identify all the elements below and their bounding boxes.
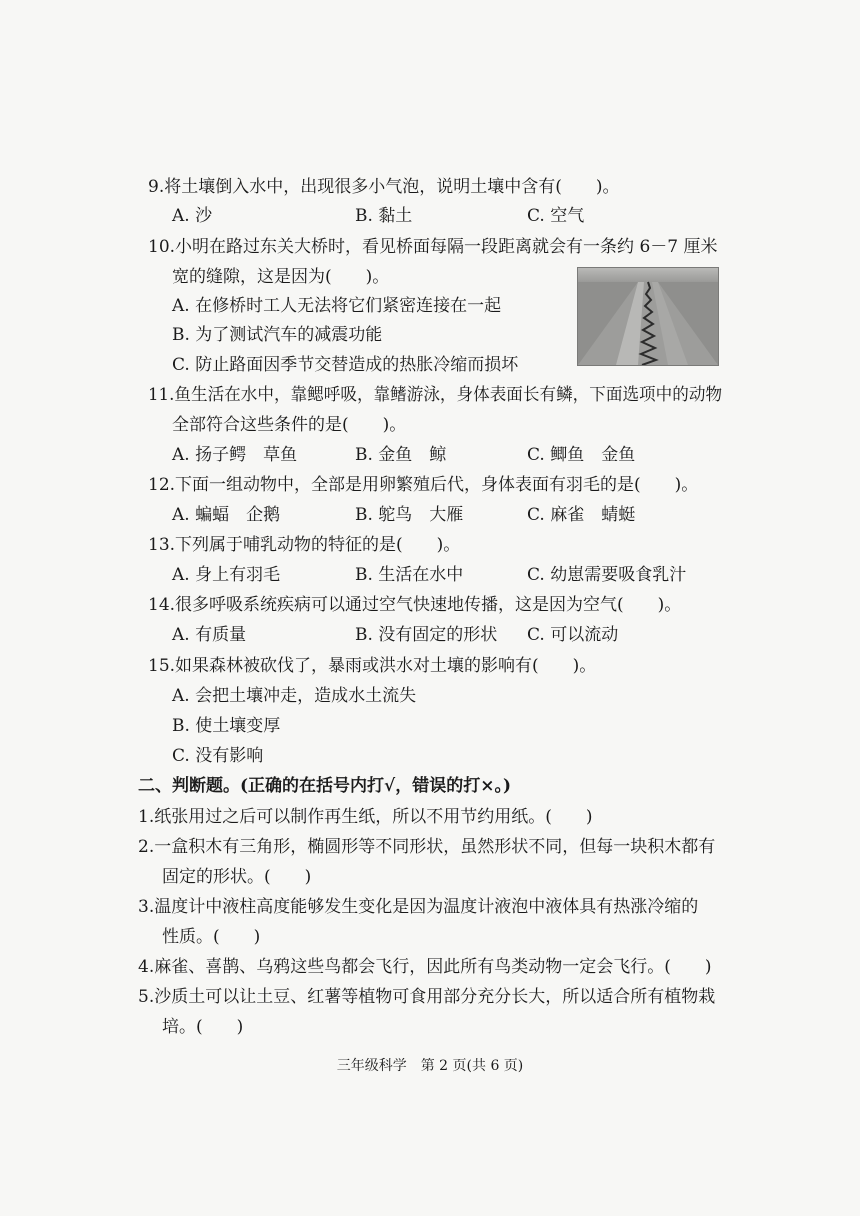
judge-item-3-line2: 性质。( )	[162, 927, 261, 947]
question-10-option-c: C. 防止路面因季节交替造成的热胀冷缩而损坏	[172, 355, 519, 375]
question-13-option-b: B. 生活在水中	[355, 565, 464, 585]
question-13-option-c: C. 幼崽需要吸食乳汁	[527, 565, 687, 585]
question-10-stem-line1: 10.小明在路过东关大桥时，看见桥面每隔一段距离就会有一条约 6－7 厘米	[148, 237, 718, 257]
question-14-option-a: A. 有质量	[172, 625, 247, 645]
question-15-option-a: A. 会把土壤冲走，造成水土流失	[172, 686, 417, 706]
question-9-option-b: B. 黏土	[355, 206, 413, 226]
judge-item-4: 4.麻雀、喜鹊、乌鸦这些鸟都会飞行，因此所有鸟类动物一定会飞行。( )	[138, 957, 712, 977]
question-15-stem: 15.如果森林被砍伐了，暴雨或洪水对土壤的影响有( )。	[148, 656, 597, 676]
question-10-stem-line2: 宽的缝隙，这是因为( )。	[172, 267, 390, 287]
section-2-title: 二、判断题。(正确的在括号内打√，错误的打×。)	[138, 776, 512, 796]
question-12-option-c: C. 麻雀 蜻蜓	[527, 505, 636, 525]
question-11-stem-line1: 11.鱼生活在水中，靠鳃呼吸，靠鳍游泳，身体表面长有鳞，下面选项中的动物	[148, 385, 723, 405]
judge-item-5-line1: 5.沙质土可以让土豆、红薯等植物可食用部分充分长大，所以适合所有植物栽	[138, 987, 716, 1007]
question-12-option-b: B. 鸵鸟 大雁	[355, 505, 464, 525]
judge-item-1: 1.纸张用过之后可以制作再生纸，所以不用节约用纸。( )	[138, 807, 593, 827]
question-11-option-b: B. 金鱼 鲸	[355, 445, 447, 465]
question-9-option-c: C. 空气	[527, 206, 585, 226]
question-15-option-c: C. 没有影响	[172, 746, 264, 766]
question-10-option-b: B. 为了测试汽车的减震功能	[172, 325, 383, 345]
question-13-stem: 13.下列属于哺乳动物的特征的是( )。	[148, 535, 461, 555]
question-9-option-a: A. 沙	[172, 206, 213, 226]
question-14-option-b: B. 没有固定的形状	[355, 625, 498, 645]
judge-item-3-line1: 3.温度计中液柱高度能够发生变化是因为温度计液泡中液体具有热涨冷缩的	[138, 897, 699, 917]
bridge-joint-illustration	[578, 268, 718, 365]
question-13-option-a: A. 身上有羽毛	[172, 565, 281, 585]
bridge-expansion-joint-photo	[577, 267, 719, 366]
question-14-stem: 14.很多呼吸系统疾病可以通过空气快速地传播，这是因为空气( )。	[148, 595, 682, 615]
page-footer: 三年级科学 第 2 页(共 6 页)	[336, 1058, 524, 1074]
question-14-option-c: C. 可以流动	[527, 625, 619, 645]
question-10-option-a: A. 在修桥时工人无法将它们紧密连接在一起	[172, 296, 502, 316]
question-12-stem: 12.下面一组动物中，全部是用卵繁殖后代，身体表面有羽毛的是( )。	[148, 475, 699, 495]
question-15-option-b: B. 使土壤变厚	[172, 716, 281, 736]
question-11-stem-line2: 全部符合这些条件的是( )。	[172, 415, 407, 435]
judge-item-2-line1: 2.一盒积木有三角形，椭圆形等不同形状，虽然形状不同，但每一块积木都有	[138, 837, 716, 857]
question-11-option-c: C. 鲫鱼 金鱼	[527, 445, 636, 465]
question-11-option-a: A. 扬子鳄 草鱼	[172, 445, 298, 465]
judge-item-2-line2: 固定的形状。( )	[162, 867, 312, 887]
judge-item-5-line2: 培。( )	[162, 1017, 244, 1037]
question-12-option-a: A. 蝙蝠 企鹅	[172, 505, 281, 525]
question-9-stem: 9.将土壤倒入水中，出现很多小气泡，说明土壤中含有( )。	[148, 177, 620, 197]
